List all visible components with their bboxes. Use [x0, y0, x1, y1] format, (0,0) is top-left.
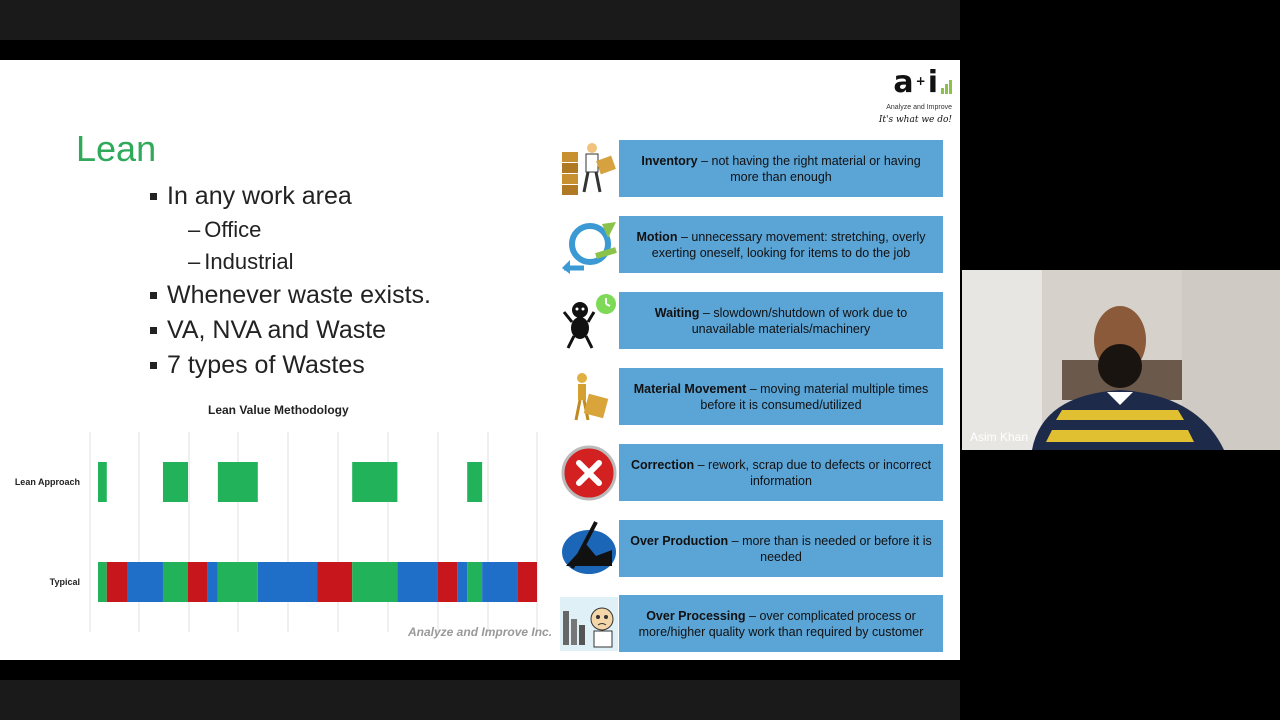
bullet-item [150, 182, 431, 211]
chart-title: Lean Value Methodology [208, 403, 349, 417]
logo-i: i [927, 65, 938, 100]
waste-name: Material Movement [633, 381, 747, 396]
presentation-slide [0, 60, 960, 660]
waste-item-motion [619, 216, 943, 273]
chart-bar-segment [352, 462, 397, 502]
logo-subtitle: Analyze and Improve [886, 104, 952, 111]
waste-description: – moving material multiple times before it is consumed/utilized [700, 381, 929, 412]
waste-name: Waiting [654, 305, 700, 320]
chart-bar-segment [352, 562, 397, 602]
logo-a: a [893, 65, 914, 100]
footer-note: Analyze and Improve Inc. [408, 625, 553, 639]
over-processing-icon [560, 595, 618, 653]
bullet-square-icon [150, 193, 157, 200]
participant-name: Asim Khan [970, 430, 1029, 444]
chart-bar-segment [467, 462, 482, 502]
slide-title: Lean [76, 128, 157, 169]
chart-bar-segment [437, 562, 457, 602]
participant-video-tile[interactable] [962, 270, 1280, 450]
bullet-item [188, 249, 431, 275]
top-letterbox [0, 0, 960, 40]
chart-bar-segment [517, 562, 537, 602]
bullet-text: Industrial [204, 249, 294, 274]
waste-name: Over Production [630, 533, 729, 548]
bullet-list [150, 182, 431, 386]
chart-bar-segment [318, 562, 353, 602]
lean-value-chart [0, 428, 545, 638]
bullet-text: In any work area [167, 182, 352, 210]
logo-plus: + [915, 74, 926, 88]
bullet-dash-icon: – [188, 217, 201, 242]
chart-category-label: Typical [49, 577, 80, 587]
inventory-icon [560, 140, 618, 198]
material-movement-icon [560, 368, 618, 426]
waste-description: – not having the right material or having more than enough [697, 153, 921, 184]
logo-mark [872, 66, 952, 98]
chart-bar-segment [163, 562, 188, 602]
waste-name: Inventory [641, 153, 698, 168]
waste-description: – slowdown/shutdown of work due to unavailable materials/machinery [691, 305, 908, 336]
chart-category-label: Lean Approach [14, 477, 80, 487]
waste-name: Motion [636, 229, 678, 244]
waste-item-inventory [619, 140, 943, 197]
bullet-text: 7 types of Wastes [167, 351, 365, 379]
motion-icon [560, 216, 618, 274]
bullet-item [150, 316, 431, 345]
waste-name: Over Processing [646, 608, 746, 623]
chart-bar-segment [128, 562, 163, 602]
chart-bar-segment [107, 562, 128, 602]
chart-bar-segment [208, 562, 218, 602]
bullet-item [188, 217, 431, 243]
waste-item-material-movement [619, 368, 943, 425]
bullet-dash-icon: – [188, 249, 201, 274]
chart-bar-segment [457, 562, 467, 602]
waste-item-correction [619, 444, 943, 501]
participant-video-feed [962, 270, 1280, 450]
chart-bar-segment [98, 462, 107, 502]
waste-description: – unnecessary movement: stretching, overly exerting oneself, looking for items to do the job [651, 229, 926, 260]
chart-bar-segment [467, 562, 482, 602]
waste-description: – over complicated process or more/higher quality work than required by customer [638, 608, 924, 639]
waste-item-over-production [619, 520, 943, 577]
waste-item-waiting [619, 292, 943, 349]
chart-bar-segment [397, 562, 437, 602]
correction-icon [560, 444, 618, 502]
bullet-text: Office [204, 217, 262, 242]
waiting-icon [560, 292, 618, 350]
bullet-square-icon [150, 362, 157, 369]
bullet-text: VA, NVA and Waste [167, 316, 387, 344]
chart-bar-segment [98, 562, 107, 602]
chart-bar-segment [163, 462, 188, 502]
chart-bar-segment [218, 562, 258, 602]
bullet-square-icon [150, 292, 157, 299]
bullet-square-icon [150, 327, 157, 334]
bullet-item [150, 351, 431, 380]
chart-bar-segment [218, 462, 258, 502]
company-logo [872, 66, 952, 125]
waste-item-over-processing [619, 595, 943, 652]
waste-description: – rework, scrap due to defects or incorrect information [694, 457, 932, 488]
chart-bar-segment [188, 562, 208, 602]
bullet-text: Whenever waste exists. [167, 281, 431, 309]
over-production-icon [560, 520, 618, 578]
chart-bar-segment [258, 562, 318, 602]
waste-description: – more than is needed or before it is needed [728, 533, 932, 564]
bottom-letterbox [0, 680, 960, 720]
logo-tagline: It's what we do! [878, 115, 952, 125]
chart-bar-segment [482, 562, 517, 602]
bullet-item [150, 281, 431, 310]
logo-bars-icon [941, 80, 952, 94]
waste-name: Correction [630, 457, 695, 472]
